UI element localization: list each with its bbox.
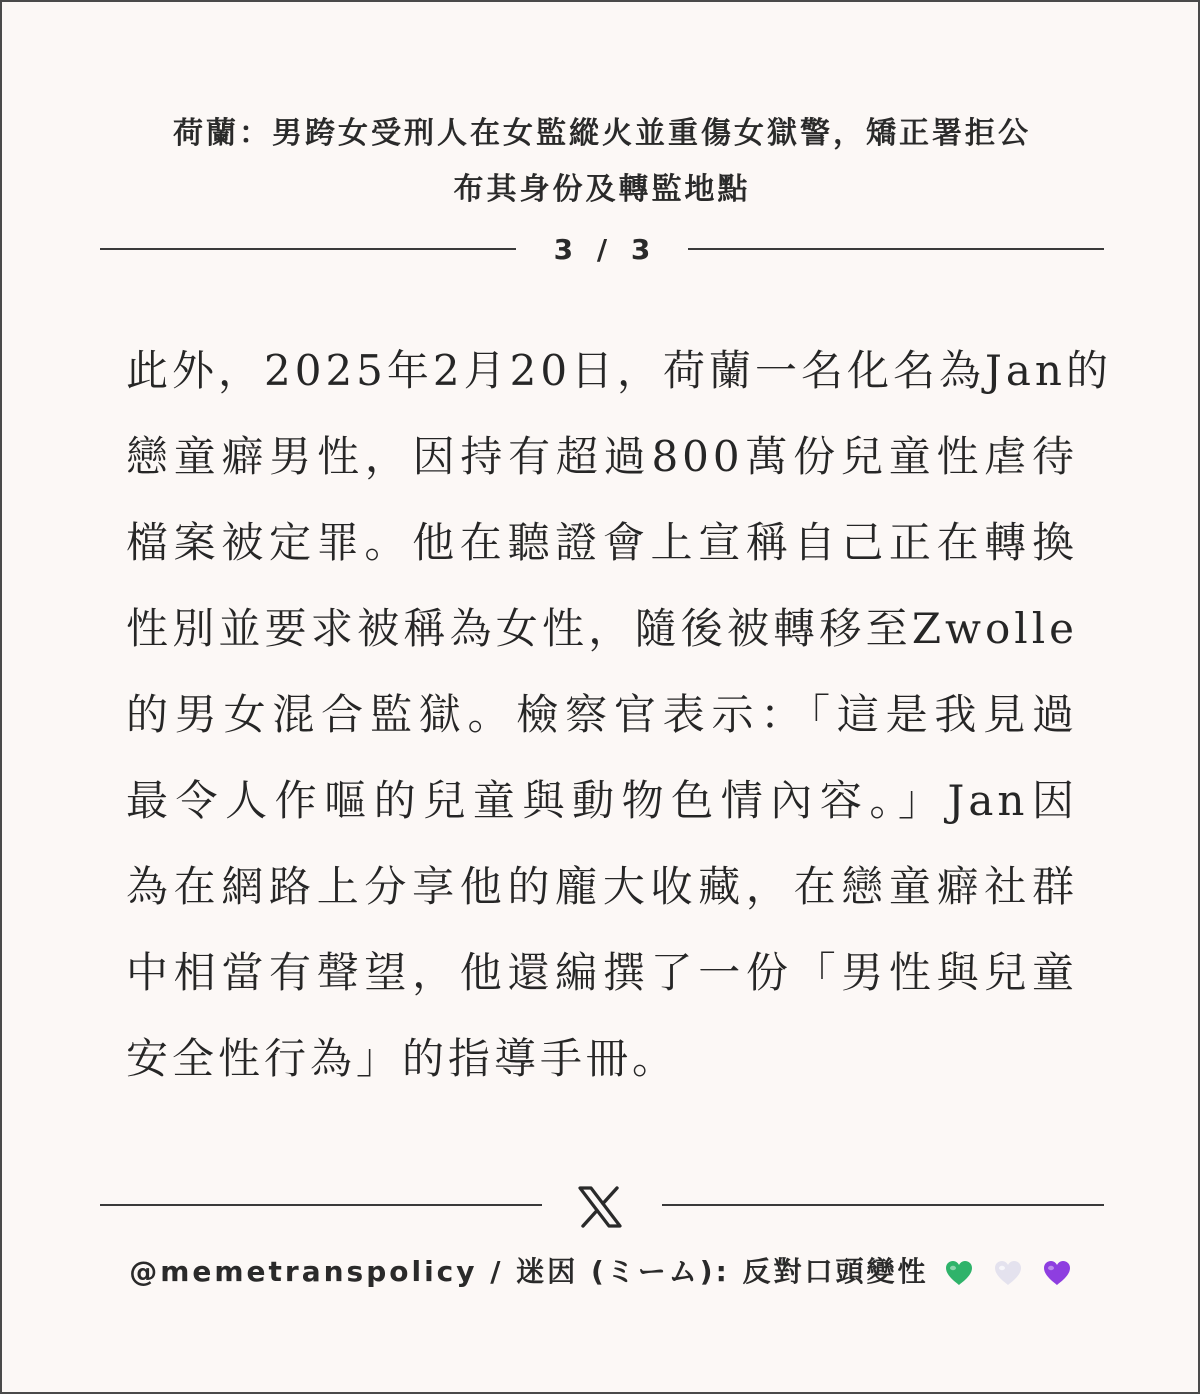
page-total: 3	[630, 233, 651, 266]
green-heart-icon	[944, 1259, 974, 1287]
footer-divider-right	[662, 1204, 1104, 1206]
divider-right	[688, 248, 1104, 250]
title-line-2: 布其身份及轉監地點	[453, 172, 751, 207]
body-line: 的男女混合監獄。檢察官表示：「這是我見過	[126, 690, 1078, 739]
footer-credit-text[interactable]: @memetranspolicy / 迷因 (ミーム): 反對口頭變性	[129, 1255, 929, 1288]
body-line: 性別並要求被稱為女性，隨後被轉移至Zwolle	[126, 604, 1078, 653]
divider-left	[100, 248, 516, 250]
heart-shape	[995, 1261, 1021, 1285]
title-line-1: 荷蘭：男跨女受刑人在女監縱火並重傷女獄警，矯正署拒公	[173, 116, 1031, 151]
white-heart-icon	[993, 1259, 1023, 1287]
body-line: 為在網路上分享他的龐大收藏，在戀童癖社群	[126, 862, 1078, 911]
x-logo-icon[interactable]	[577, 1185, 623, 1229]
body-line: 檔案被定罪。他在聽證會上宣稱自己正在轉換	[126, 518, 1078, 567]
heart-shape	[946, 1261, 972, 1285]
body-line: 此外，2025年2月20日，荷蘭一名化名為Jan的	[126, 346, 1112, 395]
page-indicator	[522, 230, 682, 270]
body-line: 安全性行為」的指導手冊。	[126, 1034, 679, 1083]
body-line: 中相當有聲望，他還編撰了一份「男性與兒童	[126, 948, 1078, 997]
page-current: 3	[553, 233, 574, 266]
footer-credit	[102, 1248, 1102, 1296]
page-title	[102, 106, 1102, 218]
body-line: 最令人作嘔的兒童與動物色情內容。」Jan因	[126, 776, 1078, 825]
footer-divider-left	[100, 1204, 542, 1206]
page-separator: /	[596, 233, 608, 266]
article-body	[126, 328, 1112, 1102]
purple-heart-icon	[1042, 1259, 1072, 1287]
body-line: 戀童癖男性，因持有超過800萬份兒童性虐待	[126, 432, 1078, 481]
heart-shape	[1044, 1261, 1070, 1285]
